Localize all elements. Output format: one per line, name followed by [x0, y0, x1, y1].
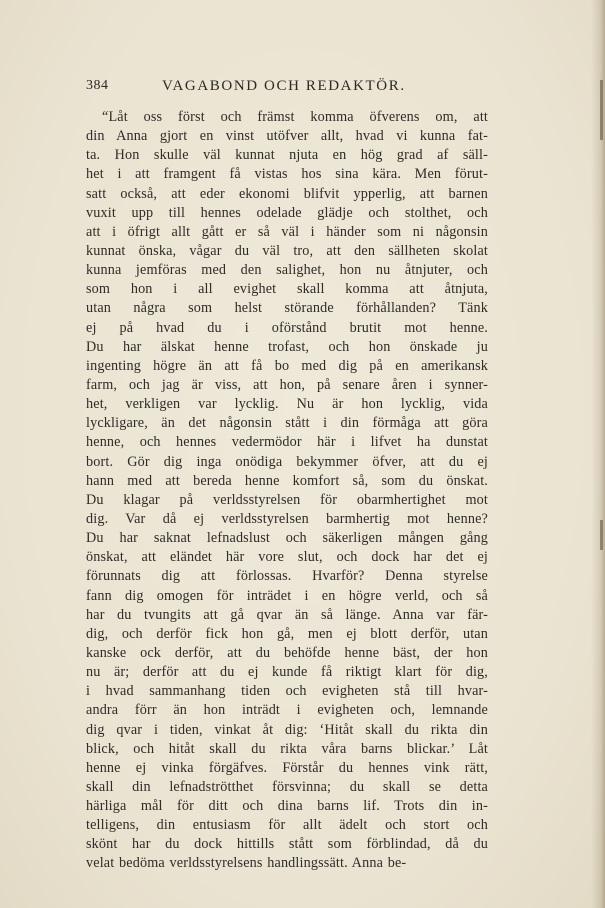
text-line: satt också, att eder ekonomi blifvit ypperlig, att barnen — [86, 185, 488, 202]
text-line: kunna jemföras med den salighet, hon nu åtnjuter, och — [86, 262, 488, 279]
text-line: hann med att bereda henne komfort så, som du önskat. — [86, 472, 488, 489]
text-line: het, verkligen var lycklig. Nu är hon lycklig, vida — [86, 396, 488, 413]
text-line: farm, och jag är viss, att hon, på senare åren i synner- — [86, 376, 488, 393]
text-line: lyckligare, än det någonsin stått i din förmåga att göra — [86, 415, 488, 432]
text-line: blick, och hitåt skall du rikta våra barns blickar.’ Låt — [86, 740, 488, 757]
page-edge-mark — [600, 80, 603, 140]
text-line: ingenting högre än att få bo med dig på en amerikansk — [86, 357, 488, 374]
text-line: dig, och derför fick hon gå, men ej blott derför, utan — [86, 625, 488, 642]
text-line: som hon i all evighet skall komma att åtnjuta, — [86, 281, 488, 298]
text-line: telligens, din entusiasm för allt ädelt och stort och — [86, 817, 488, 834]
text-line: att i öfrigt allt gått er så väl i händer som ni någonsin — [86, 223, 488, 240]
text-line: förunnats dig att förlossas. Hvarför? Denna styrelse — [86, 568, 488, 585]
text-line: har du tvungits att gå qvar än så länge. Anna var fär- — [86, 606, 488, 623]
text-line: önskat, att eländet här vore slut, och dock har det ej — [86, 549, 488, 566]
text-line: nu är; derför att du ej kunde få riktigt klart för dig, — [86, 664, 488, 681]
text-line: henne ej vinka förgäfves. Förstår du hennes vink rätt, — [86, 759, 488, 776]
text-line: kunnat önska, vågar du väl tro, att den sällheten skolat — [86, 242, 488, 259]
text-line: ej på hvad du i oförstånd brutit mot henne. — [86, 319, 488, 336]
text-line: ta. Hon skulle väl kunnat njuta en hög grad af säll- — [86, 147, 488, 164]
text-line: dig. Var då ej verldsstyrelsen barmhertig mot henne? — [86, 510, 488, 527]
text-line: utan några som helst störande förhållanden? Tänk — [86, 300, 488, 317]
text-line: henne, och hennes vedermödor här i lifvet ha dunstat — [86, 434, 488, 451]
text-line: velat bedöma verldsstyrelsens handlingssätt. Anna be- — [86, 855, 407, 872]
body-text — [86, 108, 488, 874]
running-head: VAGABOND OCH REDAKTÖR. — [162, 78, 406, 94]
text-line: Du har saknat lefnadslust och säkerligen mången gång — [86, 530, 488, 547]
text-line: “Låt oss först och främst komma öfverens om, att — [102, 109, 488, 125]
text-line: het i att framgent få vistas hos sina kära. Men förut- — [86, 166, 488, 183]
page-edge-mark — [600, 520, 603, 550]
text-line: härliga mål för ditt och dina barns lif. Trots din in- — [86, 798, 488, 815]
text-line: dig qvar i tiden, vinkat åt dig: ‘Hitåt skall du rikta din — [86, 721, 488, 738]
text-line: skönt har du dock hittills stått som förblindad, då du — [86, 836, 488, 853]
text-line: vuxit upp till hennes odelade glädje och stolthet, och — [86, 204, 488, 221]
text-line: bort. Gör dig inga onödiga bekymmer öfver, att du ej — [86, 453, 488, 470]
page-header — [86, 78, 506, 100]
text-line: kanske ock derför, att du behöfde henne bäst, der hon — [86, 644, 488, 661]
text-line: din Anna gjort en vinst utöfver allt, hvad vi kunna fat- — [86, 128, 488, 145]
text-line: i hvad sammanhang tiden och evigheten stå till hvar- — [86, 683, 488, 700]
text-line: andra förr än hon inträdt i evigheten och, lemnande — [86, 702, 488, 719]
text-line: skall din lefnadströtthet försvinna; du skall se detta — [86, 778, 488, 795]
page-number: 384 — [86, 78, 109, 93]
text-line: fann dig omogen för inträdet i en högre verld, och så — [86, 587, 488, 604]
text-line: Du har älskat henne trofast, och hon önskade ju — [86, 338, 488, 355]
text-line: Du klagar på verldsstyrelsen för obarmhertighet mot — [86, 491, 488, 508]
